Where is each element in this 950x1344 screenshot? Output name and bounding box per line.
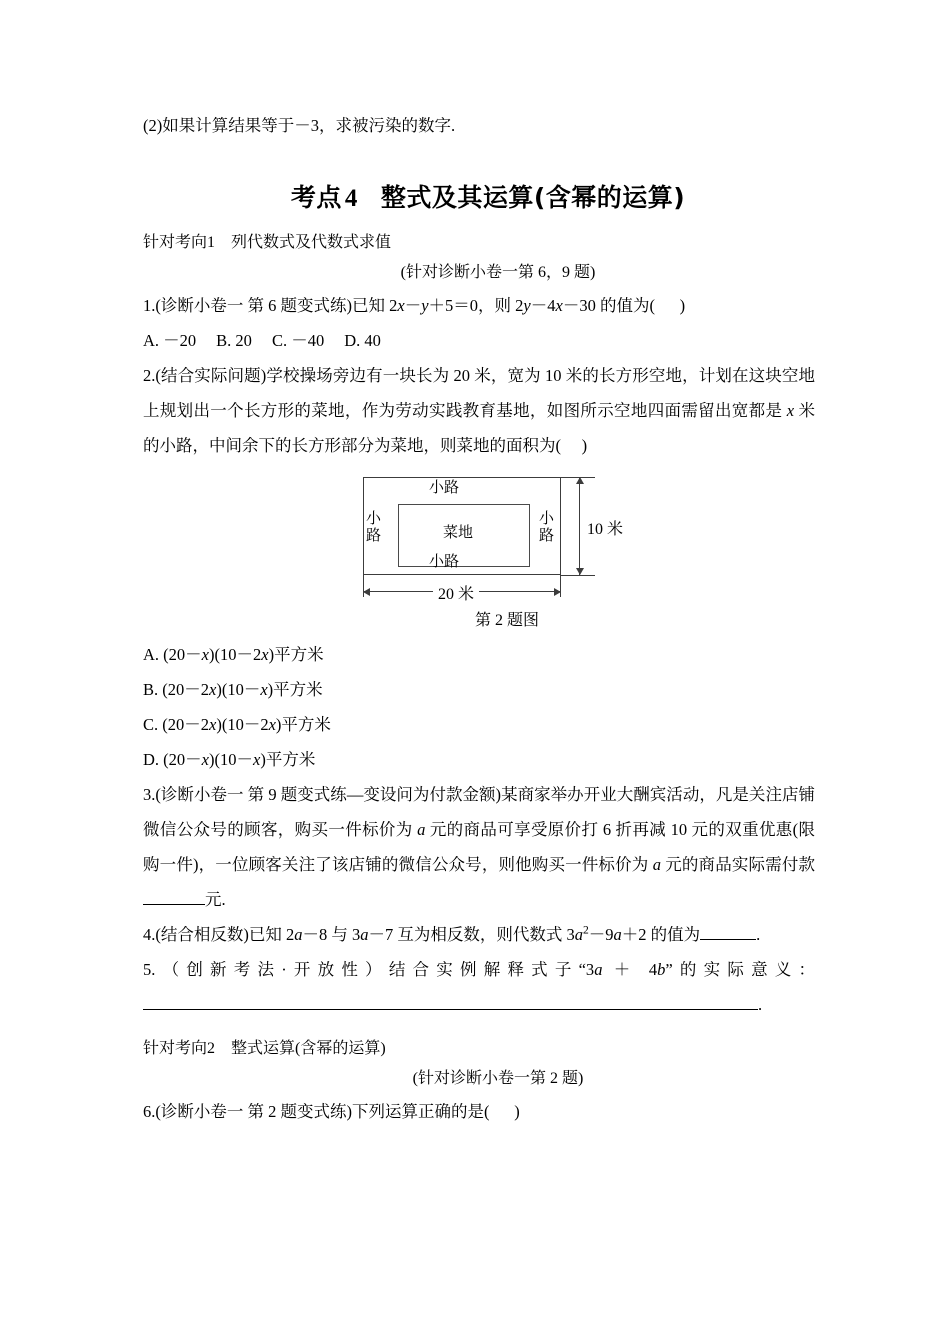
question-6-text: 6.(诊断小卷一 第 2 题变式练)下列运算正确的是( ) [143,1102,520,1121]
question-4-text: 4.(结合相反数)已知 2a－8 与 3a－7 互为相反数，则代数式 $3a^2-9a+2$ 的值为 . [143,924,761,944]
section-header-2 [143,1034,815,1064]
vegetable-plot-diagram [351,475,631,607]
spacer [143,1022,815,1034]
label-bottom-path: 小路 [429,554,460,570]
question-5-number: 5. [143,960,156,979]
option-a[interactable]: A. －20 [143,331,197,350]
heading-label: 考点 [290,183,342,212]
question-3-answer-blank[interactable] [143,891,205,905]
question-3-text: 3.(诊断小卷一 第 9 题变式练—变设问为付款金额)某商家举办开业大酬宾活动，凡是关注店铺微信公众号的顾客，购买一件标价为 a 元的商品可享受原价打 6 折再减 10 元的双重优惠(限购一件)，一位顾客关注了该店铺的微信公众号，则他购买一件标价为 a 元的商品实际需付款元. [143,785,816,909]
question-continuation-text: (2)如果计算结果等于－3，求被污染的数字. [143,116,456,135]
question-1-number: 1. [143,296,156,315]
section-number: 2 [207,1040,216,1057]
answer-rule[interactable] [143,996,758,1010]
question-2-option-a[interactable]: A. (20－x)(10－2x)平方米 [143,645,324,664]
section-header-1 [143,228,815,258]
option-d[interactable]: D. 40 [344,331,381,350]
width-dimension-label: 20 米 [433,581,479,604]
section-title: 列代数式及代数式求值 [231,234,392,251]
option-c[interactable]: C. －40 [271,331,325,350]
section-label: 针对考向 [143,234,208,251]
question-5-tag: （创新考法·开放性） [155,960,389,979]
question-1-options [143,323,815,358]
question-5-answer-line [143,987,815,1022]
question-4-answer-blank[interactable] [700,926,756,940]
extension-line-bottom [561,575,595,576]
question-2-option-b[interactable]: B. (20－2x)(10－x)平方米 [143,680,323,699]
section-label: 针对考向 [143,1040,208,1057]
label-right-path: 小路 [539,511,555,544]
spacer [143,463,815,475]
question-4-tag: (结合相反数) [155,925,249,944]
section-title: 整式运算(含幂的运算) [231,1040,386,1057]
question-2-option-d[interactable]: D. (20－x)(10－x)平方米 [143,750,316,769]
heading-number: 4 [344,185,358,212]
label-vegetable-plot: 菜地 [443,525,474,541]
question-2-option-c[interactable]: C. (20－2x)(10－2x)平方米 [143,715,331,734]
heading-title: 整式及其运算(含幂的运算) [380,183,686,212]
height-dimension-arrow [579,477,580,575]
page-title [143,181,815,216]
option-b[interactable]: B. 20 [216,331,252,350]
question-3-tag: (诊断小卷一 第 9 题变式练—变设问为付款金额) [155,785,502,804]
spacer [143,143,815,181]
question-2-number: 2. [143,366,156,385]
page-content [143,108,815,1129]
label-left-path: 小路 [366,511,382,544]
question-6-number: 6. [143,1102,156,1121]
question-4-number: 4. [143,925,156,944]
question-1-text: 1.(诊断小卷一 第 6 题变式练)已知 2x－y＋5＝0，则 2y－4x－30 的值为( ) [143,296,686,315]
section-number: 1 [207,234,216,251]
question-2-text: 2.(结合实际问题)学校操场旁边有一块长为 20 米，宽为 10 米的长方形空地，计划在这块空地上规划出一个长方形的菜地，作为劳动实践教育基地，如图所示空地四面需留出宽都是 x 米的小路，中间余下的长方形部分为菜地，则菜地的面积为( ) [143,366,816,455]
question-2-figure [143,475,815,629]
question-2-tag: (结合实际问题) [155,366,267,385]
spacer [143,216,815,228]
section-reference-2: (针对诊断小卷一第 2 题) [412,1070,584,1087]
figure-caption: 第 2 题图 [474,612,539,629]
question-1-tag: (诊断小卷一 第 6 题变式练) [155,296,352,315]
question-4-tail: . [756,925,761,944]
question-3-tail: 元. [205,890,226,909]
question-6-tag: (诊断小卷一 第 2 题变式练) [155,1102,352,1121]
question-5-text: 5.（创新考法·开放性）结合实例解释式子“3a ＋ 4b”的实际意义： [143,960,816,979]
section-reference-1: (针对诊断小卷一第 6，9 题) [400,264,596,281]
question-3-number: 3. [143,785,156,804]
height-dimension-label: 10 米 [587,521,624,538]
label-top-path: 小路 [429,480,460,496]
question-5-tail: . [758,995,763,1014]
